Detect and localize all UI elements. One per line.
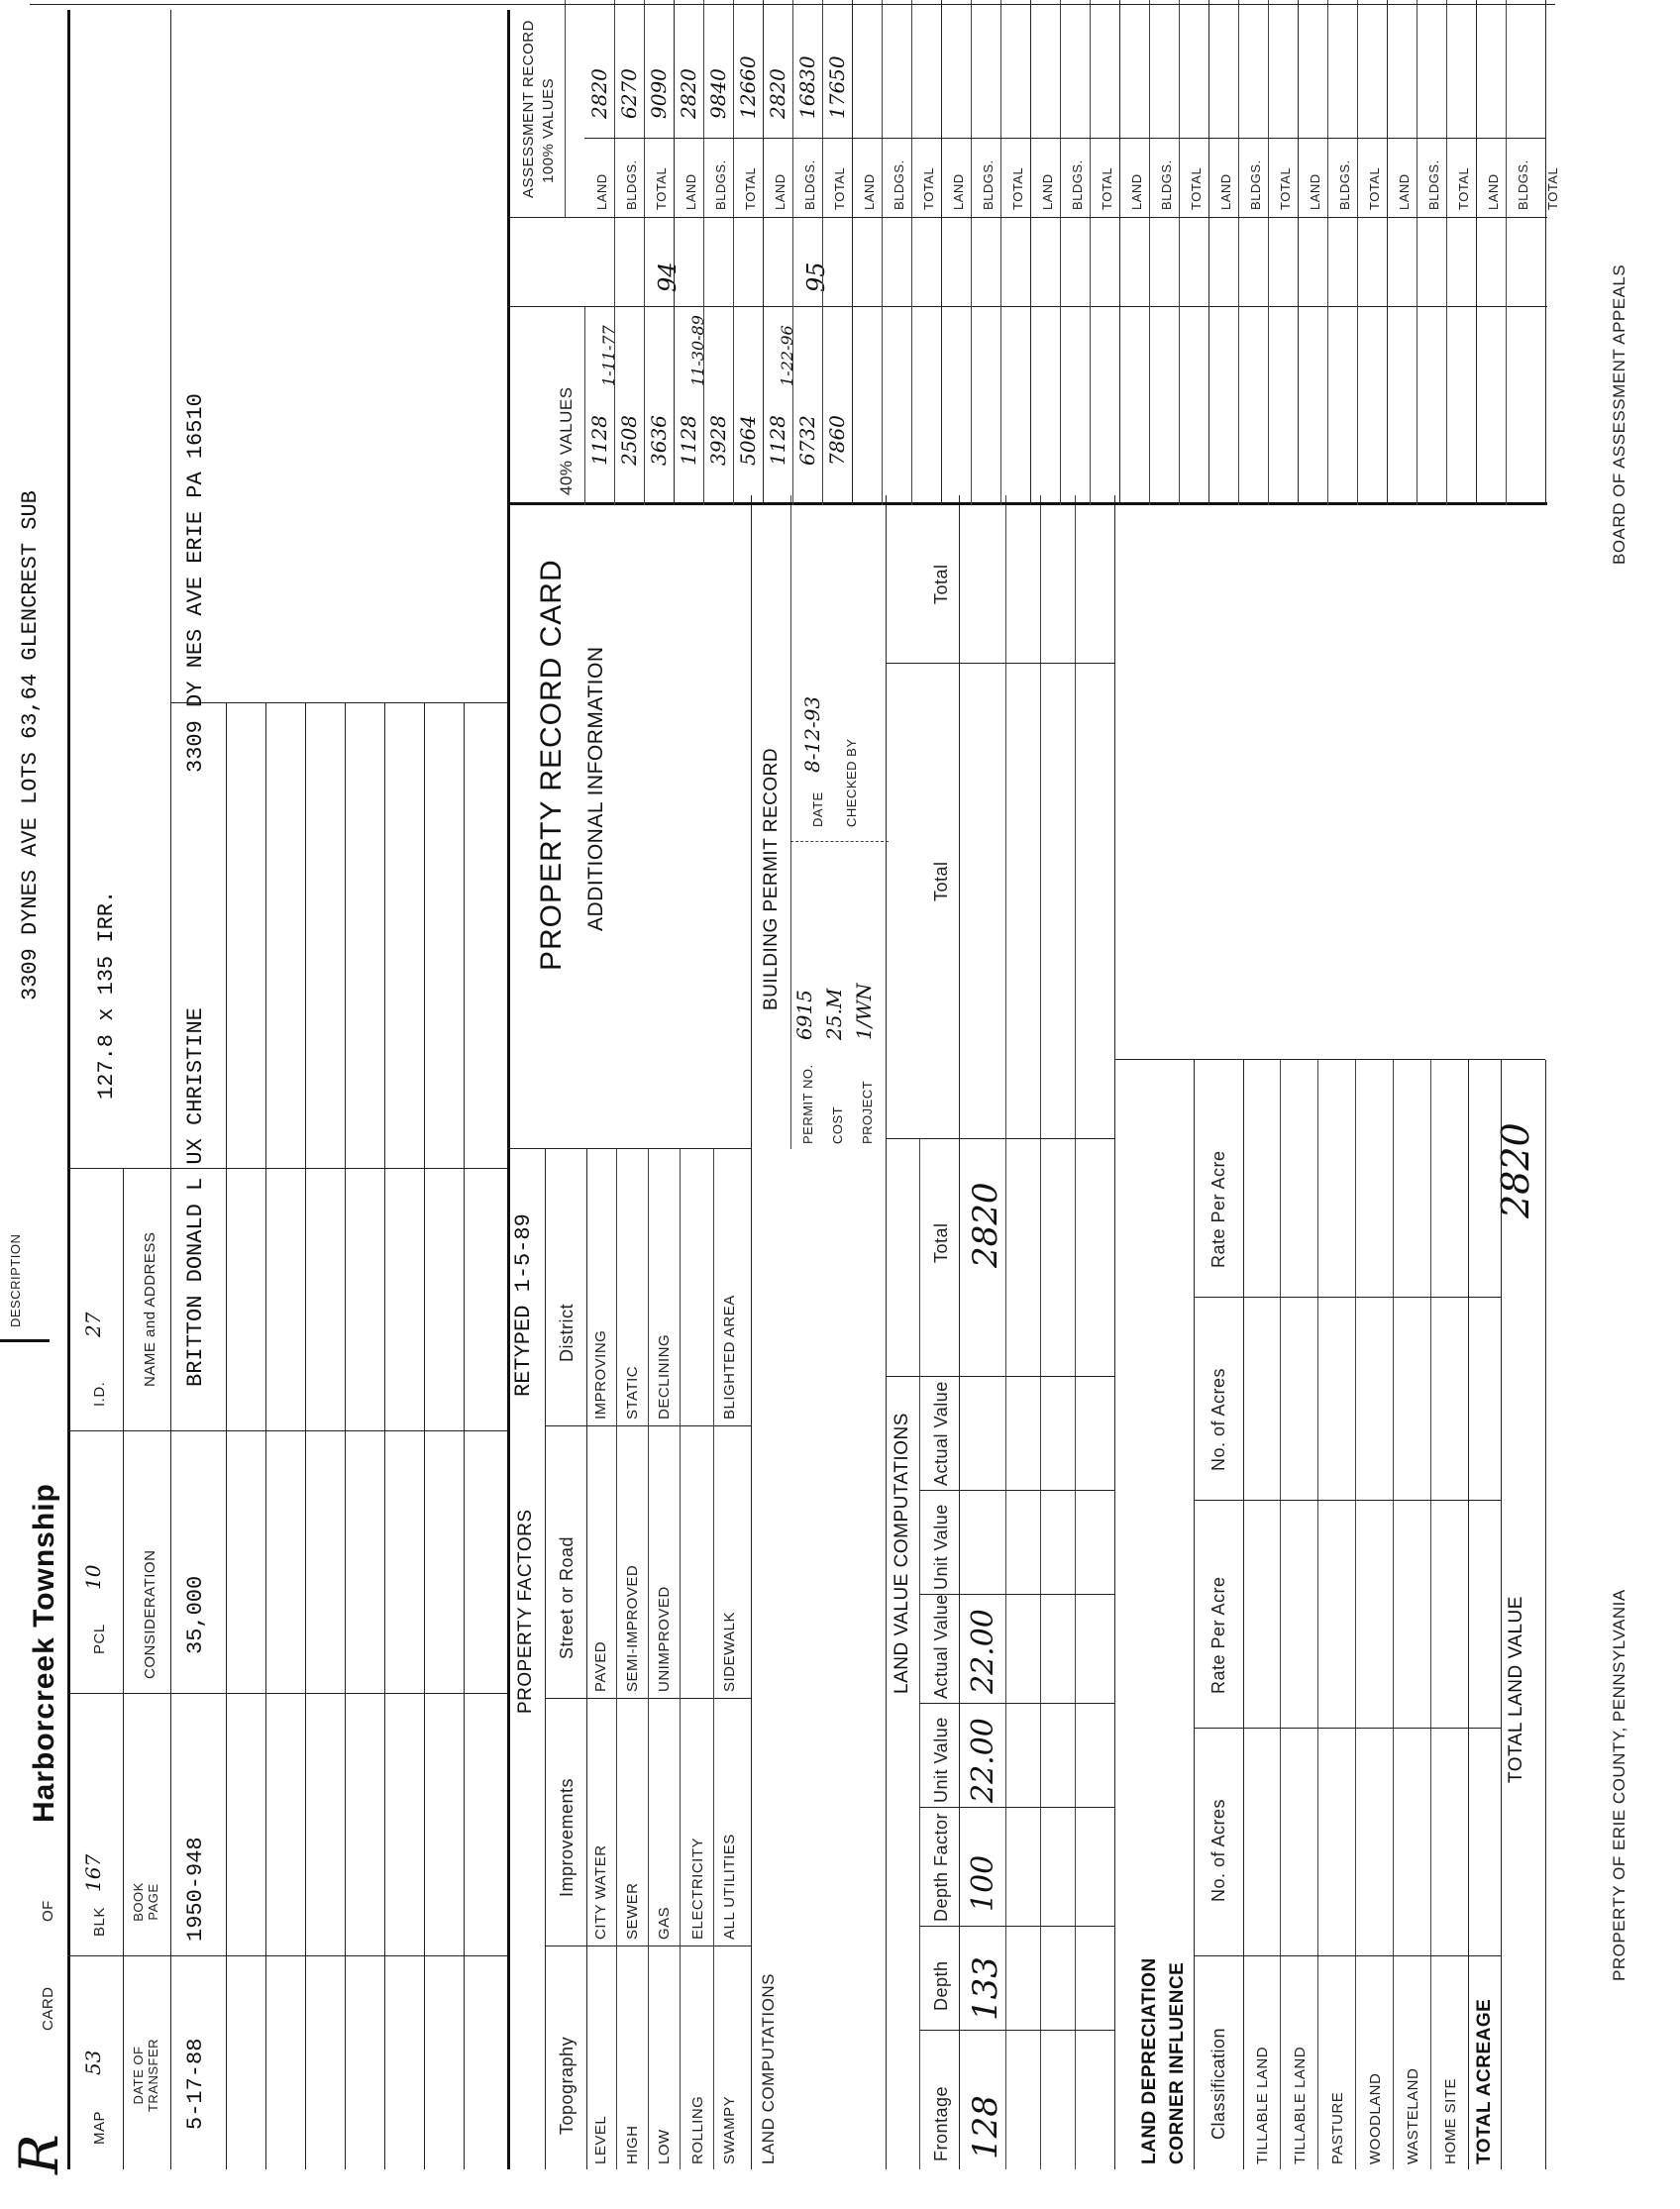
lv-header-actual-value-2: Actual Value bbox=[931, 1381, 951, 1486]
assess-g3-land: 2820 bbox=[766, 68, 789, 119]
dep-row-line bbox=[1393, 1060, 1394, 2169]
street-header: Street or Road bbox=[557, 1535, 577, 1659]
v40-row-line bbox=[1000, 0, 1001, 505]
stamp-95: 95 bbox=[802, 262, 830, 292]
v40-row-line bbox=[1090, 0, 1091, 505]
dep-header-classification: Classification bbox=[1208, 2027, 1228, 2140]
values40-right-border bbox=[507, 306, 1547, 307]
transfer-row-line bbox=[265, 703, 266, 2169]
lv-row-line bbox=[1040, 495, 1041, 2169]
assess-g2-land: 2820 bbox=[677, 68, 700, 119]
assess-g10-total-label: TOTAL bbox=[1456, 166, 1471, 210]
lv-frontage-value: 128 bbox=[966, 2095, 1005, 2159]
lv-depth-value: 133 bbox=[966, 1956, 1005, 2021]
assess-g1-total: 9090 bbox=[647, 68, 671, 119]
assess-g3-bldgs-label: BLDGS. bbox=[802, 159, 817, 210]
map-value: 53 bbox=[81, 2050, 105, 2075]
transfer-col-line bbox=[67, 1955, 507, 1956]
topo-1: HIGH bbox=[624, 2125, 641, 2164]
dep-class-2: PASTURE bbox=[1329, 2091, 1346, 2164]
footer-board: BOARD OF ASSESSMENT APPEALS bbox=[1610, 263, 1628, 565]
transfer-book-page: 1950-948 bbox=[183, 1837, 208, 1942]
lv-row-line bbox=[1075, 495, 1076, 2169]
v40-row-line bbox=[1327, 0, 1328, 505]
transfer-row-line bbox=[384, 703, 385, 2169]
transfer-row-line bbox=[226, 703, 227, 2169]
v40-group-line bbox=[1298, 0, 1299, 505]
assess-g3-bldgs: 16830 bbox=[795, 55, 819, 119]
name-address-label: NAME and ADDRESS bbox=[142, 1231, 158, 1387]
dep-row-line bbox=[1430, 1060, 1431, 2169]
assess-g3-total-label: TOTAL bbox=[832, 166, 847, 210]
v40-g1-date: 1-11-77 bbox=[599, 325, 618, 386]
assess-g5-total-label: TOTAL bbox=[1010, 166, 1025, 210]
map-label: MAP bbox=[91, 2110, 108, 2145]
v40-group-line bbox=[1476, 0, 1477, 505]
blk-label: BLK bbox=[91, 1907, 108, 1937]
dep-class-0: TILLABLE LAND bbox=[1254, 2046, 1271, 2164]
transfer-col-line bbox=[67, 1430, 507, 1431]
permit-top-line bbox=[751, 495, 752, 1149]
transfer-section-bottom bbox=[507, 10, 510, 2169]
additional-information-label: ADDITIONAL INFORMATION bbox=[584, 646, 607, 931]
dep-col-line bbox=[1114, 1059, 1545, 1060]
improvement-0: CITY WATER bbox=[592, 1844, 609, 1940]
lv-col-line bbox=[919, 1490, 1114, 1491]
permit-header-line bbox=[790, 495, 791, 1149]
footer-county: PROPERTY OF ERIE COUNTY, PENNSYLVANIA bbox=[1610, 1589, 1628, 1981]
v40-g3-land: 1128 bbox=[766, 415, 789, 466]
lv-header-unit-value-2: Unit Value bbox=[931, 1504, 951, 1590]
lv-col-line bbox=[919, 2030, 1114, 2031]
district-4: BLIGHTED AREA bbox=[721, 1295, 738, 1420]
assess-g7-total-label: TOTAL bbox=[1189, 166, 1204, 210]
v40-group-line bbox=[1030, 0, 1031, 505]
dep-class-1: TILLABLE LAND bbox=[1292, 2046, 1309, 2164]
cost-value: 25.M bbox=[822, 988, 846, 1040]
transfer-date: 5-17-88 bbox=[183, 2038, 208, 2130]
assess-g2-total: 12660 bbox=[736, 55, 760, 119]
permit-no-label: PERMIT NO. bbox=[800, 1064, 815, 1144]
assess-g2-bldgs: 9840 bbox=[706, 68, 730, 119]
dep-row-line bbox=[1501, 1060, 1502, 2169]
assess-g2-total-label: TOTAL bbox=[743, 166, 758, 210]
v40-g1-land: 1128 bbox=[587, 415, 611, 466]
assess-g2-bldgs-label: BLDGS. bbox=[713, 159, 728, 210]
assess-g3-land-label: LAND bbox=[773, 173, 788, 210]
total-acreage-label: TOTAL ACREAGE bbox=[1474, 1998, 1495, 2164]
v40-group-line bbox=[852, 0, 853, 505]
v40-group-line bbox=[763, 0, 764, 505]
assess-g8-bldgs-label: BLDGS. bbox=[1248, 159, 1263, 210]
assess-g3-total: 17650 bbox=[825, 55, 849, 119]
v40-row-line bbox=[1149, 0, 1150, 505]
v40-row-line bbox=[1238, 0, 1239, 505]
v40-row-line bbox=[822, 0, 823, 505]
of-label: OF bbox=[40, 1900, 56, 1922]
v40-g3-date: 1-22-96 bbox=[778, 325, 796, 386]
checked-by-label: CHECKED BY bbox=[844, 738, 859, 827]
dep-class-4: WASTELAND bbox=[1405, 2067, 1421, 2164]
lv-col-line bbox=[886, 1376, 1114, 1377]
v40-row-line bbox=[1417, 0, 1418, 505]
assessment-header-1: ASSESSMENT RECORD bbox=[520, 20, 537, 198]
land-value-col-header-line bbox=[959, 495, 960, 2169]
v40-row-line bbox=[1060, 0, 1061, 505]
transfer-row-line bbox=[424, 703, 425, 2169]
v40-row-line bbox=[1506, 0, 1507, 505]
street-0: PAVED bbox=[592, 1640, 609, 1692]
stamp-94: 94 bbox=[654, 262, 682, 292]
transfer-header-bottom bbox=[170, 10, 171, 2169]
assess-g6-bldgs-label: BLDGS. bbox=[1070, 159, 1085, 210]
assess-g1-bldgs: 6270 bbox=[617, 68, 641, 119]
v40-group-line bbox=[1119, 0, 1120, 505]
topography-header: Topography bbox=[557, 2036, 577, 2135]
lv-col-line bbox=[919, 1703, 1114, 1704]
dep-row-line bbox=[1317, 1060, 1318, 2169]
v40-g1-bldgs: 2508 bbox=[617, 415, 641, 466]
v40-row-line bbox=[1268, 0, 1269, 505]
assess-g1-bldgs-label: BLDGS. bbox=[624, 159, 639, 210]
dep-row-line bbox=[1468, 1060, 1469, 2169]
assess-g8-total-label: TOTAL bbox=[1278, 166, 1293, 210]
assessment-label-col bbox=[584, 138, 1545, 139]
factors-bottom-line bbox=[751, 1149, 752, 2169]
land-value-title: LAND VALUE COMPUTATIONS bbox=[892, 1413, 912, 1694]
land-value-top-line bbox=[886, 495, 887, 2169]
dep-row-line bbox=[1355, 1060, 1356, 2169]
factors-row-line bbox=[616, 1149, 617, 2169]
lv-header-unit-value: Unit Value bbox=[931, 1717, 951, 1803]
lv-header-total-3: Total bbox=[931, 564, 951, 604]
transfer-row-line bbox=[345, 703, 346, 2169]
v40-row-line bbox=[882, 0, 883, 505]
assess-g11-total-label: TOTAL bbox=[1545, 166, 1560, 210]
v40-row-line bbox=[971, 0, 972, 505]
lv-col-line bbox=[919, 1594, 1114, 1595]
factors-subheader-line bbox=[586, 1149, 587, 2169]
dep-class-5: HOME SITE bbox=[1442, 2077, 1459, 2164]
pcl-label: PCL bbox=[91, 1624, 108, 1654]
factors-header-line bbox=[545, 1149, 546, 2169]
v40-row-line bbox=[911, 0, 912, 505]
v40-row-line bbox=[614, 0, 615, 505]
dep-header-rate-1: Rate Per Acre bbox=[1208, 1576, 1228, 1694]
blk-value: 167 bbox=[81, 1853, 105, 1892]
lv-col-line bbox=[919, 1926, 1114, 1927]
dep-header-top bbox=[1194, 1060, 1195, 2169]
district-2: DECLINING bbox=[656, 1333, 673, 1420]
building-permit-title: BUILDING PERMIT RECORD bbox=[761, 747, 782, 1010]
assess-g10-bldgs-label: BLDGS. bbox=[1426, 159, 1441, 210]
values40-header: 40% VALUES bbox=[557, 386, 576, 495]
street-2: UNIMPROVED bbox=[656, 1586, 673, 1692]
assess-g9-land-label: LAND bbox=[1308, 173, 1322, 210]
assess-g8-land-label: LAND bbox=[1218, 173, 1233, 210]
project-label: PROJECT bbox=[860, 1080, 875, 1144]
id-label: I.D. bbox=[91, 1381, 108, 1407]
assess-g9-bldgs-label: BLDGS. bbox=[1337, 159, 1352, 210]
improvement-1: SEWER bbox=[624, 1882, 641, 1940]
assess-g1-land: 2820 bbox=[587, 68, 611, 119]
lv-depth-factor-value: 100 bbox=[966, 1854, 1000, 1912]
v40-row-line bbox=[792, 0, 793, 505]
property-factors-title: PROPERTY FACTORS bbox=[515, 1509, 536, 1714]
assess-g11-land-label: LAND bbox=[1486, 173, 1501, 210]
land-value-header-line bbox=[919, 1139, 920, 2169]
assess-g10-land-label: LAND bbox=[1397, 173, 1412, 210]
factors-row-line bbox=[713, 1149, 714, 2169]
assessment-header-line bbox=[565, 0, 566, 218]
initial-mark: R bbox=[8, 2134, 70, 2174]
dep-col-line bbox=[1194, 1297, 1501, 1298]
assess-g1-land-label: LAND bbox=[594, 173, 609, 210]
improvement-3: ELECTRICITY bbox=[689, 1837, 706, 1940]
values40-left-border bbox=[507, 502, 1547, 505]
dep-header-acres-2: No. of Acres bbox=[1208, 1367, 1228, 1471]
improvements-header: Improvements bbox=[557, 1777, 577, 1897]
v40-row-line bbox=[733, 0, 734, 505]
assess-g4-bldgs-label: BLDGS. bbox=[892, 159, 906, 210]
street-1: SEMI-IMPROVED bbox=[624, 1564, 641, 1692]
dep-class-3: WOODLAND bbox=[1367, 2072, 1384, 2164]
description-label: DESCRIPTION bbox=[8, 1233, 23, 1327]
assess-g6-total-label: TOTAL bbox=[1100, 166, 1114, 210]
values40-header-line bbox=[584, 307, 585, 505]
card-label: CARD bbox=[40, 1986, 56, 2031]
lv-header-depth: Depth bbox=[931, 1960, 951, 2011]
assess-g5-bldgs-label: BLDGS. bbox=[981, 159, 996, 210]
street-4: SIDEWALK bbox=[721, 1612, 738, 1692]
topo-4: SWAMPY bbox=[721, 2095, 738, 2164]
lv-header-frontage: Frontage bbox=[931, 2085, 951, 2161]
v40-g3-total: 7860 bbox=[825, 415, 849, 466]
transfer-address: 3309 DY NES AVE ERIE PA 16510 bbox=[183, 393, 208, 773]
dep-col-line bbox=[1194, 1955, 1501, 1956]
assess-g9-total-label: TOTAL bbox=[1367, 166, 1382, 210]
lv-col-line bbox=[919, 1807, 1114, 1808]
corner-influence-title: CORNER INFLUENCE bbox=[1167, 1961, 1188, 2164]
lv-header-depth-factor: Depth Factor bbox=[931, 1812, 951, 1922]
assess-g7-land-label: LAND bbox=[1129, 173, 1144, 210]
transfer-row-line bbox=[464, 703, 465, 2169]
district-header: District bbox=[557, 1304, 577, 1362]
permit-divider bbox=[790, 841, 889, 842]
v40-row-line bbox=[644, 0, 645, 505]
v40-group-line bbox=[941, 0, 942, 505]
v40-group-line bbox=[1387, 0, 1388, 505]
land-depreciation-title: LAND DEPRECIATION bbox=[1139, 1957, 1160, 2164]
transfer-consideration: 35,000 bbox=[183, 1575, 208, 1654]
transfer-name: BRITTON DONALD L UX CHRISTINE bbox=[183, 1007, 208, 1387]
lv-header-total-1: Total bbox=[931, 1222, 951, 1263]
dep-header-rate-2: Rate Per Acre bbox=[1208, 1150, 1228, 1268]
district-0: IMPROVING bbox=[592, 1329, 609, 1420]
factors-row-line bbox=[648, 1149, 649, 2169]
v40-g1-total: 3636 bbox=[647, 415, 671, 466]
assess-g4-land-label: LAND bbox=[862, 173, 877, 210]
lv-unit-value: 22.00 bbox=[966, 1718, 1000, 1803]
v40-row-line bbox=[703, 0, 704, 505]
lv-total-value: 2820 bbox=[966, 1182, 1005, 1268]
permit-date-label: DATE bbox=[810, 791, 825, 827]
top-rule bbox=[67, 10, 70, 2169]
v40-bottom-line bbox=[1545, 0, 1546, 505]
dep-header-acres-1: No. of Acres bbox=[1208, 1798, 1228, 1902]
assess-g7-bldgs-label: BLDGS. bbox=[1159, 159, 1174, 210]
description-line2: 127.8 x 135 IRR. bbox=[94, 890, 119, 1100]
lv-header-actual-value: Actual Value bbox=[931, 1594, 951, 1699]
transfer-col-line bbox=[67, 1168, 507, 1169]
assessment-header-2: 100% VALUES bbox=[540, 77, 557, 183]
permit-no-value: 6915 bbox=[792, 990, 816, 1040]
description-divider bbox=[0, 1339, 50, 1342]
assess-g2-land-label: LAND bbox=[683, 173, 698, 210]
assessment-left-border bbox=[507, 217, 1547, 218]
improvement-2: GAS bbox=[656, 1906, 673, 1940]
date-of-transfer-label: DATE OF TRANSFER bbox=[131, 2038, 160, 2113]
pcl-value: 10 bbox=[81, 1564, 105, 1590]
dep-header-bottom bbox=[1243, 1060, 1244, 2169]
v40-row-line bbox=[1446, 0, 1447, 505]
description-line1: 3309 DYNES AVE LOTS 63,64 GLENCREST SUB bbox=[18, 490, 43, 1000]
transfer-row-line bbox=[305, 703, 306, 2169]
transfer-col-line bbox=[170, 702, 507, 703]
lv-header-total-2: Total bbox=[931, 861, 951, 901]
v40-g2-date: 11-30-89 bbox=[688, 315, 707, 386]
topo-3: ROLLING bbox=[689, 2095, 706, 2164]
total-land-value: 2820 bbox=[1494, 1122, 1537, 1218]
v40-g2-bldgs: 3928 bbox=[706, 415, 730, 466]
v40-group-line bbox=[1208, 0, 1209, 505]
factors-row-line bbox=[680, 1149, 681, 2169]
dep-row-line bbox=[1280, 1060, 1281, 2169]
district-1: STATIC bbox=[624, 1365, 641, 1420]
v40-g3-bldgs: 6732 bbox=[795, 415, 819, 466]
lv-col-line bbox=[886, 1138, 1114, 1139]
transfer-header-top bbox=[123, 1169, 124, 2169]
lv-col-line bbox=[886, 663, 1114, 664]
assess-g1-total-label: TOTAL bbox=[654, 166, 669, 210]
assess-g6-land-label: LAND bbox=[1040, 173, 1055, 210]
project-value: 1/WN bbox=[852, 983, 876, 1040]
factors-col-line bbox=[507, 1148, 751, 1149]
consideration-label: CONSIDERATION bbox=[142, 1549, 158, 1679]
id-value: 27 bbox=[81, 1312, 105, 1337]
transfer-col-line bbox=[67, 1693, 507, 1694]
permit-date-value: 8-12-93 bbox=[800, 695, 824, 773]
cost-label: COST bbox=[830, 1105, 845, 1144]
lv-row-line bbox=[1005, 495, 1006, 2169]
dep-col-line bbox=[1194, 1500, 1501, 1501]
assess-g5-land-label: LAND bbox=[951, 173, 966, 210]
assess-g4-total-label: TOTAL bbox=[921, 166, 936, 210]
assess-g11-bldgs-label: BLDGS. bbox=[1516, 159, 1530, 210]
total-land-value-label: TOTAL LAND VALUE bbox=[1506, 1596, 1526, 1783]
improvement-4: ALL UTILITIES bbox=[721, 1834, 738, 1940]
v40-g2-total: 5064 bbox=[736, 415, 760, 466]
lv-actual-value: 22.00 bbox=[966, 1609, 1000, 1694]
topo-0: LEVEL bbox=[592, 2115, 609, 2164]
v40-g2-land: 1128 bbox=[677, 415, 700, 466]
topo-2: LOW bbox=[656, 2129, 673, 2164]
card-right-edge bbox=[30, 4, 1555, 5]
property-record-card-title: PROPERTY RECORD CARD bbox=[535, 559, 568, 971]
v40-row-line bbox=[1357, 0, 1358, 505]
lv-bottom-line bbox=[1114, 495, 1115, 2169]
v40-group-line bbox=[674, 0, 675, 505]
v40-row-line bbox=[1179, 0, 1180, 505]
dep-col-line bbox=[1194, 1728, 1501, 1729]
township-title: Harborcreek Township bbox=[28, 1483, 60, 1823]
land-computations-label: LAND COMPUTATIONS bbox=[759, 1973, 778, 2164]
retyped-note: RETYPED 1-5-89 bbox=[511, 1213, 536, 1397]
dep-bottom-line bbox=[1545, 1060, 1546, 2169]
book-page-label: BOOK PAGE bbox=[131, 1882, 160, 1922]
